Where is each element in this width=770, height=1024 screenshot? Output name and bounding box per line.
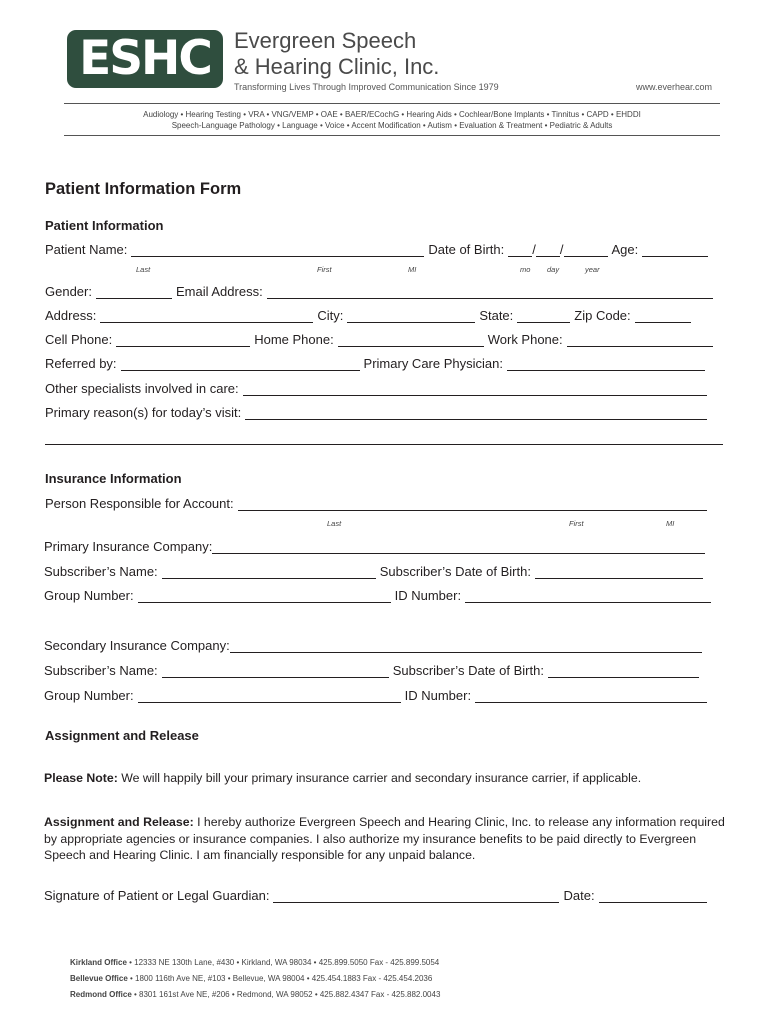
- clinic-logo: [67, 30, 223, 88]
- secondary-subscriber-dob-label: Subscriber’s Date of Birth:: [392, 663, 544, 678]
- responsible-row: [45, 496, 707, 511]
- reason-field[interactable]: [245, 407, 707, 420]
- dob-day-field[interactable]: [536, 244, 560, 257]
- primary-subscriber-dob-field[interactable]: [535, 566, 703, 579]
- header-divider-bottom: [64, 135, 720, 136]
- state-label: State:: [479, 308, 514, 323]
- primary-subscriber-dob-label: Subscriber’s Date of Birth:: [379, 564, 531, 579]
- responsible-label: Person Responsible for Account:: [45, 496, 234, 511]
- assignment-section-title: Assignment and Release: [45, 728, 199, 743]
- secondary-group-label: Group Number:: [44, 688, 134, 703]
- patient-name-row: [45, 242, 708, 257]
- office-details: • 8301 161st Ave NE, #206 • Redmond, WA 98052 • 425.882.4347 Fax - 425.882.0043: [131, 990, 441, 999]
- signature-label: Signature of Patient or Legal Guardian:: [44, 888, 270, 903]
- reason-row: [45, 405, 707, 420]
- signature-field[interactable]: [273, 890, 559, 903]
- primary-subscriber-row: [44, 564, 703, 579]
- secondary-id-field[interactable]: [475, 690, 707, 703]
- sub-last: Last: [136, 265, 151, 274]
- patient-section-title: Patient Information: [45, 218, 164, 233]
- primary-group-label: Group Number:: [44, 588, 134, 603]
- dob-slash-1: /: [532, 242, 536, 257]
- city-field[interactable]: [347, 310, 475, 323]
- ins-sub-last: Last: [327, 519, 342, 528]
- office-kirkland: [70, 958, 439, 967]
- home-phone-field[interactable]: [338, 334, 484, 347]
- secondary-company-row: [44, 638, 702, 653]
- secondary-company-field[interactable]: [230, 640, 702, 653]
- address-field[interactable]: [100, 310, 313, 323]
- ins-sub-first: First: [569, 519, 584, 528]
- secondary-company-label: Secondary Insurance Company:: [44, 638, 230, 653]
- office-details: • 12333 NE 130th Lane, #430 • Kirkland, WA 98034 • 425.899.5050 Fax - 425.899.5054: [126, 958, 440, 967]
- ins-sub-mi: MI: [666, 519, 675, 528]
- pcp-field[interactable]: [507, 358, 705, 371]
- website-link[interactable]: www.everhear.com: [635, 82, 712, 92]
- office-bellevue: [70, 974, 432, 983]
- services-line-1: Audiology • Hearing Testing • VRA • VNG/VEMP • OAE • BAER/ECochG • Hearing Aids • Cochlear/Bone Implants • Tinnitus • CAPD • EHDDI: [143, 110, 641, 119]
- cell-phone-field[interactable]: [116, 334, 250, 347]
- please-note-text: We will happily bill your primary insurance carrier and secondary insurance carrier, if applicable.: [117, 771, 642, 785]
- phone-row: [45, 332, 713, 347]
- dob-year-field[interactable]: [564, 244, 608, 257]
- please-note-paragraph: [44, 770, 734, 787]
- state-field[interactable]: [517, 310, 570, 323]
- secondary-subscriber-row: [44, 663, 699, 678]
- pcp-label: Primary Care Physician:: [363, 356, 503, 371]
- zip-label: Zip Code:: [574, 308, 631, 323]
- cell-phone-label: Cell Phone:: [45, 332, 113, 347]
- city-label: City:: [317, 308, 344, 323]
- gender-field[interactable]: [96, 286, 172, 299]
- secondary-subscriber-dob-field[interactable]: [548, 665, 699, 678]
- referred-by-label: Referred by:: [45, 356, 117, 371]
- insurance-section-title: Insurance Information: [45, 471, 182, 486]
- signature-date-field[interactable]: [599, 890, 707, 903]
- home-phone-label: Home Phone:: [254, 332, 334, 347]
- reason-label: Primary reason(s) for today’s visit:: [45, 405, 242, 420]
- email-field[interactable]: [267, 286, 713, 299]
- secondary-group-row: [44, 688, 707, 703]
- referral-row: [45, 356, 705, 371]
- dob-slash-2: /: [559, 242, 564, 257]
- office-name: Kirkland Office: [70, 958, 127, 967]
- dob-month-field[interactable]: [508, 244, 532, 257]
- please-note-label: Please Note:: [44, 771, 118, 785]
- release-text: I hereby authorize Evergreen Speech and Hearing Clinic, Inc. to release any information required by appropriate agencies or insurance companies. I also authorize my insurance benefits to be paid directly to Evergreen Speech and Hearing Clinic. I am financially responsible for any unpaid balance.: [44, 815, 725, 862]
- sub-day: day: [547, 265, 560, 274]
- clinic-name-line2: & Hearing Clinic, Inc.: [234, 54, 440, 79]
- tagline: Transforming Lives Through Improved Communication Since 1979: [234, 82, 499, 92]
- signature-row: [44, 888, 707, 903]
- responsible-field[interactable]: [238, 498, 707, 511]
- specialists-label: Other specialists involved in care:: [45, 381, 239, 396]
- address-label: Address:: [45, 308, 97, 323]
- primary-id-field[interactable]: [465, 590, 711, 603]
- header-divider-top: [64, 103, 720, 104]
- primary-id-label: ID Number:: [394, 588, 462, 603]
- reason-field-line-2[interactable]: [45, 432, 723, 445]
- dob-label: Date of Birth:: [428, 242, 505, 257]
- office-redmond: [70, 990, 440, 999]
- office-details: • 1800 116th Ave NE, #103 • Bellevue, WA 98004 • 425.454.1883 Fax - 425.454.2036: [127, 974, 433, 983]
- secondary-subscriber-name-label: Subscriber’s Name:: [44, 663, 158, 678]
- release-paragraph: [44, 814, 734, 864]
- primary-group-field[interactable]: [138, 590, 391, 603]
- sub-first: First: [317, 265, 332, 274]
- address-row: [45, 308, 691, 323]
- specialists-row: [45, 381, 707, 396]
- form-title: Patient Information Form: [45, 180, 242, 198]
- sub-mo: mo: [520, 265, 531, 274]
- clinic-name: [234, 28, 439, 80]
- gender-label: Gender:: [45, 284, 92, 299]
- specialists-field[interactable]: [243, 383, 707, 396]
- clinic-name-line1: Evergreen Speech: [234, 28, 417, 53]
- primary-company-row: [44, 539, 705, 554]
- office-name: Bellevue Office: [70, 974, 128, 983]
- age-field[interactable]: [642, 244, 708, 257]
- gender-email-row: [45, 284, 713, 299]
- office-name: Redmond Office: [70, 990, 132, 999]
- age-label: Age:: [611, 242, 639, 257]
- logo-text: ESHC: [79, 31, 211, 86]
- secondary-subscriber-name-field[interactable]: [162, 665, 389, 678]
- work-phone-label: Work Phone:: [487, 332, 563, 347]
- primary-subscriber-name-label: Subscriber’s Name:: [44, 564, 158, 579]
- signature-date-label: Date:: [563, 888, 595, 903]
- zip-field[interactable]: [635, 310, 691, 323]
- work-phone-field[interactable]: [567, 334, 713, 347]
- services-line-2: Speech-Language Pathology • Language • Voice • Accent Modification • Autism • Evaluation & Treatment • Pediatric & Adults: [171, 121, 613, 130]
- primary-subscriber-name-field[interactable]: [162, 566, 376, 579]
- primary-company-label: Primary Insurance Company:: [44, 539, 213, 554]
- referred-by-field[interactable]: [121, 358, 360, 371]
- release-label: Assignment and Release:: [44, 815, 194, 829]
- sub-mi: MI: [408, 265, 417, 274]
- secondary-id-label: ID Number:: [404, 688, 472, 703]
- patient-name-field[interactable]: [131, 244, 424, 257]
- patient-name-label: Patient Name:: [45, 242, 128, 257]
- sub-year: year: [585, 265, 600, 274]
- secondary-group-field[interactable]: [138, 690, 401, 703]
- email-label: Email Address:: [175, 284, 263, 299]
- primary-company-field[interactable]: [212, 541, 705, 554]
- primary-group-row: [44, 588, 711, 603]
